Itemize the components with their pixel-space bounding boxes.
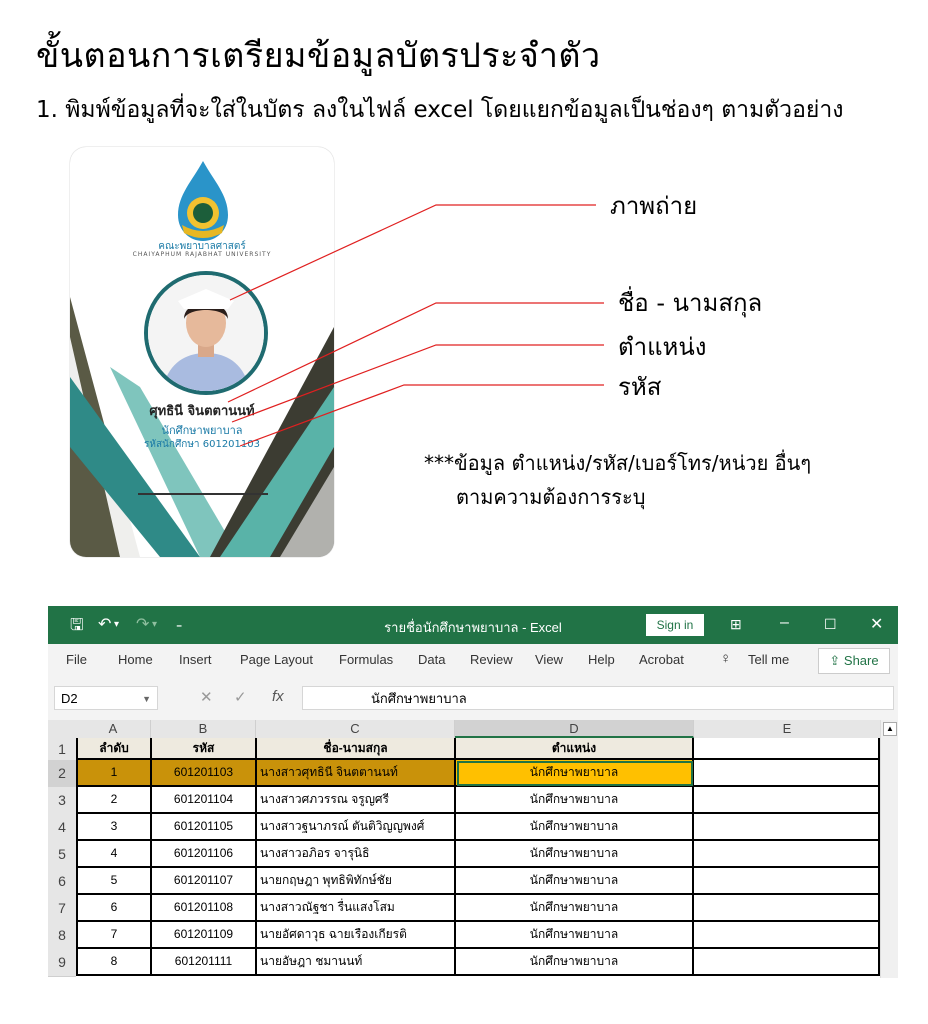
table-row-4-code[interactable]: 601201106 <box>152 841 257 868</box>
table-row-7-order[interactable]: 7 <box>76 922 152 949</box>
table-row-3-position[interactable]: นักศึกษาพยาบาล <box>456 814 694 841</box>
table-row-2-code[interactable]: 601201104 <box>152 787 257 814</box>
header-cell-order[interactable]: ลำดับ <box>76 738 152 760</box>
table-row-5-name[interactable]: นายกฤษฎา พุทธิพิทักษ์ชัย <box>257 868 456 895</box>
excel-window <box>48 606 898 978</box>
table-row-3-order[interactable]: 3 <box>76 814 152 841</box>
name-box-value: D2 <box>61 691 78 706</box>
customize-toolbar-icon[interactable]: ₌ <box>176 617 183 631</box>
table-row-4-name[interactable]: นางสาวอภิอร จารุนิธิ <box>257 841 456 868</box>
row-header-6[interactable]: 6 <box>48 868 76 896</box>
table-row-3-name[interactable]: นางสาวฐนาภรณ์ ตันติวิญญพงศ์ <box>257 814 456 841</box>
tell-me-search[interactable]: Tell me <box>748 652 790 667</box>
table-row-1-order[interactable]: 1 <box>76 760 152 787</box>
row-header-4[interactable]: 4 <box>48 814 76 842</box>
column-header-b[interactable]: B <box>151 720 256 738</box>
column-header-d[interactable]: D <box>455 720 694 738</box>
cell-e2[interactable] <box>694 760 880 787</box>
close-icon[interactable]: ✕ <box>870 616 884 633</box>
cell-e1[interactable] <box>694 738 880 760</box>
undo-dropdown-icon[interactable]: ▾ <box>114 619 120 630</box>
tab-home[interactable]: Home <box>118 652 153 667</box>
table-row-2-name[interactable]: นางสาวศภวรรณ จรูญศรี <box>257 787 456 814</box>
table-row-4-position[interactable]: นักศึกษาพยาบาล <box>456 841 694 868</box>
table-row-8-position[interactable]: นักศึกษาพยาบาล <box>456 949 694 976</box>
table-row-4-order[interactable]: 4 <box>76 841 152 868</box>
tab-data[interactable]: Data <box>418 652 446 667</box>
cancel-formula-icon[interactable]: ✕ <box>200 689 213 706</box>
minimize-icon[interactable]: – <box>780 614 789 631</box>
select-all-corner[interactable] <box>48 720 76 738</box>
table-row-6-order[interactable]: 6 <box>76 895 152 922</box>
label-name: ชื่อ - นามสกุล <box>618 289 763 317</box>
name-box-dropdown-icon[interactable]: ▼ <box>142 694 151 704</box>
table-row-6-name[interactable]: นางสาวณัฐชา รื่นแสงโสม <box>257 895 456 922</box>
cell-e5[interactable] <box>694 841 880 868</box>
tab-formulas[interactable]: Formulas <box>339 652 394 667</box>
tab-page-layout[interactable]: Page Layout <box>240 652 314 667</box>
name-box[interactable] <box>54 686 158 710</box>
formula-input[interactable]: นักศึกษาพยาบาล <box>302 686 894 710</box>
row-header-3[interactable]: 3 <box>48 787 76 815</box>
scroll-up-icon[interactable]: ▲ <box>883 722 897 736</box>
table-row-5-position[interactable]: นักศึกษาพยาบาล <box>456 868 694 895</box>
cell-e8[interactable] <box>694 922 880 949</box>
card-student-id: รหัสนักศึกษา 601201103 <box>143 439 260 450</box>
tab-view[interactable]: View <box>535 652 563 667</box>
vertical-scrollbar[interactable] <box>880 720 898 978</box>
card-name: ศุทธินี จินตตานนท์ <box>149 404 255 419</box>
note-line-1: ***ข้อมูล ตำแหน่ง/รหัส/เบอร์โทร/หน่วย อื่นๆ <box>424 451 812 475</box>
row-header-7[interactable]: 7 <box>48 895 76 923</box>
step-1-instruction: 1. พิมพ์ข้อมูลที่จะใส่ในบัตร ลงในไฟล์ excel โดยแยกข้อมูลเป็นช่องๆ ตามตัวอย่าง <box>36 97 844 123</box>
active-cell-d2[interactable]: นักศึกษาพยาบาล <box>456 760 694 787</box>
confirm-formula-icon[interactable]: ✓ <box>234 689 247 706</box>
share-label: Share <box>843 653 879 668</box>
page-heading: ขั้นตอนการเตรียมข้อมูลบัตรประจำตัว <box>36 36 601 76</box>
card-faculty-english: CHAIYAPHUM RAJABHAT UNIVERSITY <box>132 251 272 258</box>
tab-acrobat[interactable]: Acrobat <box>639 652 684 667</box>
window-title: รายชื่อนักศึกษาพยาบาล - Excel <box>384 620 562 635</box>
table-row-2-position[interactable]: นักศึกษาพยาบาล <box>456 787 694 814</box>
table-row-3-code[interactable]: 601201105 <box>152 814 257 841</box>
note-line-2: ตามความต้องการระบุ <box>456 485 646 509</box>
table-row-6-code[interactable]: 601201108 <box>152 895 257 922</box>
maximize-icon[interactable]: ☐ <box>824 616 837 632</box>
row-header-8[interactable]: 8 <box>48 922 76 950</box>
table-row-1-name[interactable]: นางสาวศุทธินี จินตตานนท์ <box>257 760 456 787</box>
share-button[interactable] <box>818 648 890 674</box>
row-header-5[interactable]: 5 <box>48 841 76 869</box>
tab-help[interactable]: Help <box>588 652 615 667</box>
sign-in-button[interactable]: Sign in <box>646 614 704 636</box>
column-header-e[interactable]: E <box>694 720 881 738</box>
cell-e3[interactable] <box>694 787 880 814</box>
header-cell-code[interactable]: รหัส <box>152 738 257 760</box>
redo-icon[interactable]: ↷ <box>136 616 150 633</box>
row-header-9[interactable]: 9 <box>48 949 76 977</box>
row-header-1[interactable]: 1 <box>48 738 76 761</box>
tab-review[interactable]: Review <box>470 652 513 667</box>
spreadsheet-grid <box>48 720 898 978</box>
lightbulb-icon: ♀ <box>720 650 732 667</box>
table-row-7-name[interactable]: นายอัศดาวุธ ฉายเรืองเกียรติ <box>257 922 456 949</box>
tab-file[interactable]: File <box>66 652 87 667</box>
insert-function-icon[interactable]: fx <box>272 688 284 705</box>
column-header-a[interactable]: A <box>76 720 151 738</box>
header-cell-name[interactable]: ชื่อ-นามสกุล <box>257 738 456 760</box>
share-icon: ⇪ <box>829 653 844 668</box>
note <box>424 446 811 514</box>
table-row-5-order[interactable]: 5 <box>76 868 152 895</box>
tab-insert[interactable]: Insert <box>179 652 212 667</box>
formula-bar <box>48 676 898 720</box>
table-row-8-code[interactable]: 601201111 <box>152 949 257 976</box>
table-row-6-position[interactable]: นักศึกษาพยาบาล <box>456 895 694 922</box>
table-row-7-position[interactable]: นักศึกษาพยาบาล <box>456 922 694 949</box>
cell-e9[interactable] <box>694 949 880 976</box>
cell-e6[interactable] <box>694 868 880 895</box>
undo-icon[interactable]: ↶ <box>98 616 112 633</box>
card-position: นักศึกษาพยาบาล <box>161 424 243 437</box>
ribbon-display-icon[interactable]: ⊞ <box>730 616 742 632</box>
table-row-8-name[interactable]: นายอัษฎา ชมานนท์ <box>257 949 456 976</box>
cell-e7[interactable] <box>694 895 880 922</box>
label-code: รหัส <box>618 373 662 401</box>
table-row-7-code[interactable]: 601201109 <box>152 922 257 949</box>
redo-dropdown-icon[interactable]: ▾ <box>152 619 158 630</box>
row-header-2[interactable]: 2 <box>48 760 76 788</box>
column-header-c[interactable]: C <box>256 720 455 738</box>
save-icon[interactable]: 🖫 <box>70 617 84 634</box>
title-bar <box>48 606 898 644</box>
header-cell-position[interactable]: ตำแหน่ง <box>456 738 694 760</box>
label-position: ตำแหน่ง <box>618 333 707 361</box>
table-row-5-code[interactable]: 601201107 <box>152 868 257 895</box>
table-row-8-order[interactable]: 8 <box>76 949 152 976</box>
card-faculty-thai: คณะพยาบาลศาสตร์ <box>158 241 246 252</box>
ribbon-tabs <box>48 644 898 676</box>
cell-e4[interactable] <box>694 814 880 841</box>
table-row-1-code[interactable]: 601201103 <box>152 760 257 787</box>
label-photo: ภาพถ่าย <box>610 192 698 220</box>
table-row-2-order[interactable]: 2 <box>76 787 152 814</box>
